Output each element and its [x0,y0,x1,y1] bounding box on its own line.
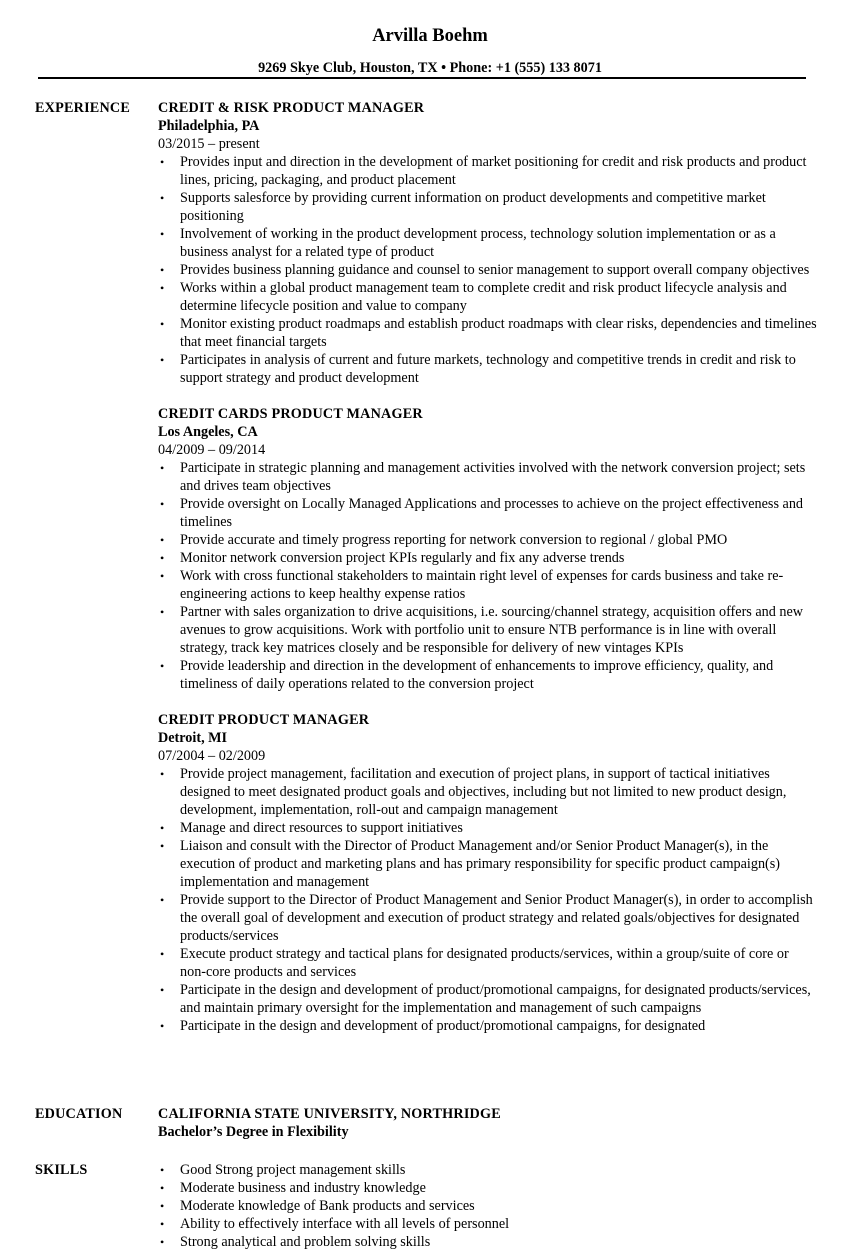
bullet-icon: • [160,1199,165,1213]
bullet-text: Works within a global product management team to complete credit and risk product lifecycle analysis and determine lifecycle position and value to company [180,280,787,314]
experience-body [158,99,818,1053]
bullet-icon: • [160,551,165,565]
list-item [160,1215,818,1233]
list-item [160,981,818,1017]
bullet-text: Manage and direct resources to support initiatives [180,820,463,836]
skill-text: Strong analytical and problem solving skills [180,1234,431,1250]
job-title: CREDIT CARDS PRODUCT MANAGER [158,406,423,422]
education-label: EDUCATION [35,1106,123,1122]
bullet-icon: • [160,947,165,961]
bullet-icon: • [160,839,165,853]
skills-body [158,1161,818,1251]
bullet-icon: • [160,605,165,619]
job-entry [158,405,818,693]
contact-line: 9269 Skye Club, Houston, TX • Phone: +1 (555) 133 8071 [258,60,602,76]
bullet-icon: • [160,1181,165,1195]
list-item [160,1179,818,1197]
bullet-icon: • [160,281,165,295]
job-bullets [158,765,818,1035]
job-location: Philadelphia, PA [158,118,260,134]
bullet-icon: • [160,227,165,241]
list-item [160,531,818,549]
list-item [160,1233,818,1251]
job-dates: 03/2015 – present [158,136,260,152]
bullet-text: Provide oversight on Locally Managed Applications and processes to achieve on the project effectiveness and timelines [180,496,804,530]
list-item [160,657,818,693]
list-item [160,459,818,495]
list-item [160,351,818,387]
skill-text: Moderate business and industry knowledge [180,1180,426,1196]
education-body [158,1105,818,1141]
list-item [160,1197,818,1215]
list-item [160,225,818,261]
bullet-text: Work with cross functional stakeholders to maintain right level of expenses for cards business and take re-engineering actions to keep healthy expense ratios [180,568,784,602]
list-item [160,549,818,567]
bullet-text: Participate in the design and development of product/promotional campaigns, for designated products/services, and maintain primary oversight for the implementation and management of such campaigns [180,982,811,1016]
bullet-icon: • [160,353,165,367]
bullet-icon: • [160,1163,165,1177]
bullet-text: Provide project management, facilitation and execution of project plans, in support of tactical initiatives designed to meet designated product goals and objectives, including but not limited to new product design, development, implementation, roll-out and campaign management [180,766,787,818]
job-entry [158,711,818,1035]
job-bullets [158,153,818,387]
list-item [160,567,818,603]
bullet-text: Provide accurate and timely progress reporting for network conversion to regional / global PMO [180,532,728,548]
job-title: CREDIT & RISK PRODUCT MANAGER [158,100,425,116]
list-item [160,837,818,891]
skill-text: Ability to effectively interface with all levels of personnel [180,1216,510,1232]
skills-label: SKILLS [35,1162,88,1178]
candidate-name: Arvilla Boehm [372,26,488,46]
degree-name: Bachelor’s Degree in Flexibility [158,1124,349,1140]
bullet-text: Partner with sales organization to drive acquisitions, i.e. sourcing/channel strategy, acquisition offers and new avenues to grow acquisitions. Work with portfolio unit to ensure NTB performance is in line with overall strategy, track key matrices closely and be responsible for delivery of new vintages KPIs [180,604,804,656]
skills-list [158,1161,818,1251]
list-item [160,315,818,351]
bullet-icon: • [160,569,165,583]
bullet-text: Participate in the design and development of product/promotional campaigns, for designated [180,1018,706,1034]
job-dates: 04/2009 – 09/2014 [158,442,266,458]
bullet-icon: • [160,497,165,511]
list-item [160,495,818,531]
bullet-text: Provides input and direction in the development of market positioning for credit and risk products and product lines, pricing, packaging, and product placement [180,154,807,188]
job-location: Detroit, MI [158,730,228,746]
bullet-icon: • [160,1217,165,1231]
bullet-text: Monitor existing product roadmaps and establish product roadmaps with clear risks, dependencies and timelines that meet financial targets [180,316,817,350]
bullet-text: Supports salesforce by providing current information on product developments and competitive market positioning [180,190,766,224]
list-item [160,1161,818,1179]
bullet-icon: • [160,461,165,475]
school-name: CALIFORNIA STATE UNIVERSITY, NORTHRIDGE [158,1106,501,1122]
bullet-text: Participates in analysis of current and future markets, technology and competitive trends in credit and risk to support strategy and product development [180,352,796,386]
bullet-icon: • [160,893,165,907]
list-item [160,279,818,315]
list-item [160,189,818,225]
bullet-text: Monitor network conversion project KPIs regularly and fix any adverse trends [180,550,625,566]
bullet-icon: • [160,1019,165,1033]
bullet-text: Provide support to the Director of Product Management and Senior Product Manager(s), in order to accomplish the overall goal of development and execution of product strategy and related goals/objectives for designated products/services [180,892,813,944]
bullet-icon: • [160,767,165,781]
list-item [160,1017,818,1035]
skill-text: Good Strong project management skills [180,1162,406,1178]
list-item [160,261,818,279]
bullet-icon: • [160,983,165,997]
bullet-text: Involvement of working in the product development process, technology solution implementation or as a business analyst for a related type of product [180,226,776,260]
bullet-icon: • [160,155,165,169]
job-location: Los Angeles, CA [158,424,258,440]
list-item [160,153,818,189]
bullet-text: Provides business planning guidance and counsel to senior management to support overall company objectives [180,262,810,278]
list-item [160,765,818,819]
list-item [160,819,818,837]
bullet-icon: • [160,821,165,835]
bullet-icon: • [160,659,165,673]
header-divider [38,77,806,79]
bullet-text: Execute product strategy and tactical plans for designated products/services, within a group/suite of core or non-core products and services [180,946,789,980]
bullet-icon: • [160,317,165,331]
job-entry [158,99,818,387]
experience-label: EXPERIENCE [35,100,131,116]
list-item [160,891,818,945]
list-item [160,603,818,657]
bullet-icon: • [160,1235,165,1249]
bullet-text: Provide leadership and direction in the development of enhancements to improve efficiency, quality, and timeliness of daily operations related to the conversion project [180,658,774,692]
bullet-icon: • [160,533,165,547]
bullet-text: Liaison and consult with the Director of Product Management and/or Senior Product Manager(s), in the execution of product and marketing plans and has primary responsibility for specific product campaign(s) implementation and management [180,838,781,890]
list-item [160,945,818,981]
bullet-icon: • [160,191,165,205]
job-dates: 07/2004 – 02/2009 [158,748,266,764]
bullet-text: Participate in strategic planning and management activities involved with the network conversion project; sets and drives team objectives [180,460,806,494]
skill-text: Moderate knowledge of Bank products and services [180,1198,475,1214]
job-bullets [158,459,818,693]
bullet-icon: • [160,263,165,277]
job-title: CREDIT PRODUCT MANAGER [158,712,370,728]
